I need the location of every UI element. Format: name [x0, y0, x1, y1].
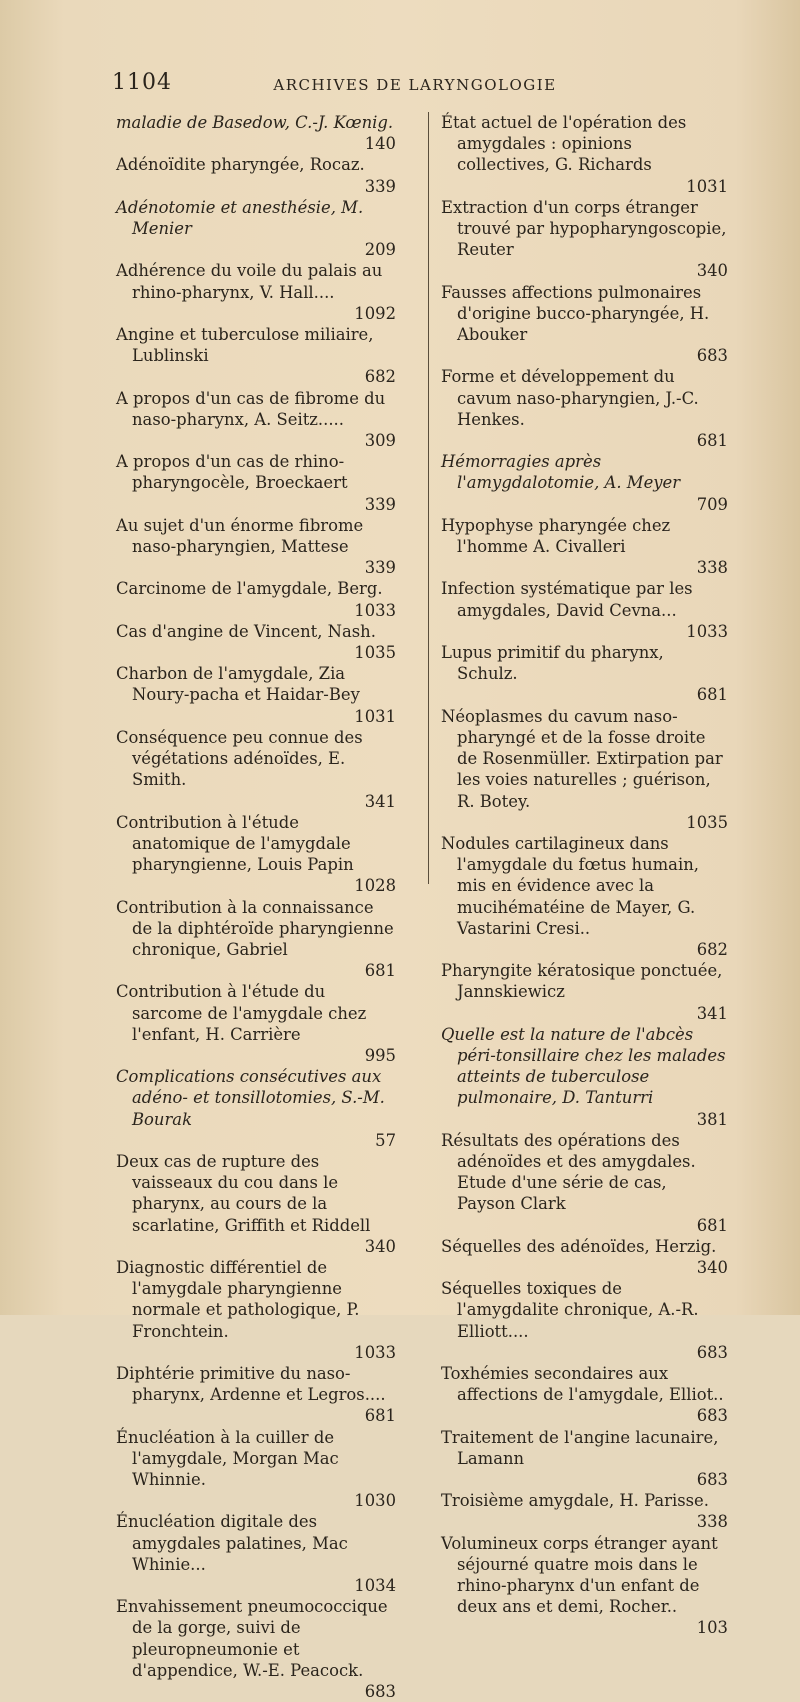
- index-entry-page: 140: [364, 134, 396, 154]
- index-entry-text: Hypophyse pharyngée chez l'homme A. Civalleri: [441, 515, 671, 557]
- index-entry-page: 57: [375, 1130, 396, 1150]
- index-entry: [116, 1363, 396, 1427]
- index-entry-text: Séquelles toxiques de l'amygdalite chronique, A.-R. Elliott....: [441, 1279, 699, 1341]
- index-entry-text: A propos d'un cas de fibrome du naso-pharynx, A. Seitz.....: [116, 388, 386, 429]
- page-header: [112, 70, 718, 100]
- index-entry: [441, 1363, 728, 1427]
- index-entry-page: 681: [696, 431, 728, 451]
- index-entry-text: Envahissement pneumococcique de la gorge, suivi de pleuropneumonie et d'appendice, W.-E. Peacock.: [116, 1597, 388, 1680]
- index-entry: [441, 1278, 728, 1363]
- index-entry-text: Contribution à la connaissance de la diphtéroïde pharyngienne chronique, Gabriel: [116, 897, 394, 959]
- index-entry: [441, 1533, 728, 1639]
- index-entry-text: Adénotomie et anesthésie, M. Menier: [116, 197, 364, 239]
- index-entry-text: Contribution à l'étude anatomique de l'amygdale pharyngienne, Louis Papin: [116, 812, 354, 875]
- index-entry-page: 681: [364, 1406, 396, 1426]
- index-entry-page: 103: [696, 1618, 728, 1638]
- index-entry-text: A propos d'un cas de rhino-pharyngocèle, Broeckaert: [116, 452, 348, 493]
- index-entry-page: 995: [364, 1045, 396, 1065]
- index-entry-text: Infection systématique par les amygdales, David Cevna...: [441, 579, 693, 620]
- index-entry: [441, 642, 728, 706]
- index-entry-page: 1030: [354, 1491, 396, 1511]
- column-divider: [428, 112, 429, 884]
- index-entry-text: Hémorragies après l'amygdalotomie, A. Meyer: [441, 452, 681, 493]
- index-entry-page: 682: [364, 367, 396, 387]
- index-entry-text: Résultats des opérations des adénoïdes et des amygdales. Etude d'une série de cas, Payson Clark: [441, 1130, 696, 1214]
- index-entry-text: Lupus primitif du pharynx, Schulz.: [441, 643, 664, 684]
- index-entry-page: 683: [364, 1682, 396, 1702]
- index-entry-page: 1033: [354, 600, 396, 620]
- index-entry: [116, 1511, 396, 1596]
- index-entry-page: 340: [696, 261, 728, 281]
- index-entry-page: 1035: [354, 643, 396, 663]
- index-entry-text: Adhérence du voile du palais au rhino-pharynx, V. Hall....: [116, 261, 383, 302]
- index-entry-page: 339: [364, 494, 396, 514]
- index-entry-page: 681: [696, 1215, 728, 1235]
- index-entry-page: 682: [696, 939, 728, 959]
- index-entry: [116, 812, 396, 897]
- index-entry-page: 1034: [354, 1576, 396, 1596]
- index-entry-text: Énucléation à la cuiller de l'amygdale, Morgan Mac Whinnie.: [116, 1427, 339, 1489]
- index-entry-text: Diphtérie primitive du naso-pharynx, Ardenne et Legros....: [116, 1363, 386, 1405]
- index-entry: [441, 282, 728, 367]
- index-entry: [441, 1490, 728, 1532]
- index-entry-text: Néoplasmes du cavum naso-pharyngé et de la fosse droite de Rosenmüller. Extirpation par les voies naturelles ; guérison, R. Botey.: [441, 706, 723, 811]
- index-entry: [441, 451, 728, 515]
- index-entry: [441, 1130, 728, 1236]
- index-entry-page: 683: [696, 346, 728, 366]
- index-entry-text: maladie de Basedow, C.-J. Kœnig.: [116, 113, 394, 132]
- index-entry: [116, 981, 396, 1066]
- index-entry: [116, 324, 396, 388]
- index-entry: [441, 1024, 728, 1130]
- index-entry: [116, 1151, 396, 1257]
- index-entry-page: 339: [364, 176, 396, 196]
- index-entry-page: 340: [696, 1257, 728, 1277]
- index-entry-page: 341: [364, 791, 396, 811]
- index-entry: [441, 960, 728, 1024]
- index-entry-text: Forme et développement du cavum naso-pharyngien, J.-C. Henkes.: [441, 367, 699, 429]
- index-entry: [116, 1257, 396, 1363]
- index-entry-text: Diagnostic différentiel de l'amygdale pharyngienne normale et pathologique, P. Fronchtein.: [116, 1257, 360, 1341]
- index-entry-text: Quelle est la nature de l'abcès péri-tonsillaire chez les malades atteints de tuberculose pulmonaire, D. Tanturri: [441, 1024, 726, 1108]
- index-entry: [116, 388, 396, 452]
- index-entry-text: Conséquence peu connue des végétations adénoïdes, E. Smith.: [116, 727, 363, 790]
- index-entry: [116, 1066, 396, 1151]
- index-entry-page: 1033: [354, 1342, 396, 1362]
- index-entry-text: Troisième amygdale, H. Parisse.: [441, 1491, 709, 1511]
- index-entry: [116, 451, 396, 515]
- index-entry-text: Traitement de l'angine lacunaire, Lamann: [441, 1427, 719, 1468]
- index-entry-page: 340: [364, 1236, 396, 1256]
- index-column-right: [441, 112, 728, 1639]
- index-entry-page: 681: [364, 961, 396, 981]
- index-entry: [441, 197, 728, 282]
- index-entry-text: Énucléation digitale des amygdales palatines, Mac Whinie...: [116, 1512, 348, 1574]
- index-entry: [116, 515, 396, 579]
- page-number: 1104: [112, 70, 172, 95]
- index-entry: [116, 1427, 396, 1512]
- index-entry: [441, 366, 728, 451]
- running-head: ARCHIVES DE LARYNGOLOGIE: [273, 76, 557, 94]
- index-entry: [116, 1596, 396, 1702]
- index-entry-page: 1031: [686, 176, 728, 196]
- index-entry: [441, 1427, 728, 1491]
- index-entry: [441, 1236, 728, 1278]
- index-entry-page: 309: [364, 431, 396, 451]
- index-entry-text: Séquelles des adénoïdes, Herzig.: [441, 1236, 717, 1256]
- index-entry: [116, 663, 396, 727]
- index-entry-page: 709: [696, 494, 728, 514]
- index-entry-text: Nodules cartilagineux dans l'amygdale du fœtus humain, mis en évidence avec la mucihématéine de Mayer, G. Vastarini Cresi..: [441, 833, 699, 938]
- index-entry-page: 1092: [354, 303, 396, 323]
- index-entry-text: Contribution à l'étude du sarcome de l'amygdale chez l'enfant, H. Carrière: [116, 982, 367, 1044]
- index-entry-page: 1035: [686, 812, 728, 832]
- index-entry-text: État actuel de l'opération des amygdales : opinions collectives, G. Richards: [441, 113, 687, 175]
- index-entry: [116, 154, 396, 196]
- index-column-left: [116, 112, 396, 1702]
- index-entry: [441, 515, 728, 579]
- index-entry-text: Charbon de l'amygdale, Zia Noury-pacha et Haidar-Bey: [116, 664, 360, 705]
- index-entry: [441, 112, 728, 197]
- index-entry-text: Pharyngite kératosique ponctuée, Jannskiewicz: [441, 961, 723, 1002]
- index-entry-text: Deux cas de rupture des vaisseaux du cou dans le pharynx, au cours de la scarlatine, Griffith et Riddell: [116, 1151, 371, 1235]
- index-entry-page: 209: [364, 240, 396, 260]
- index-entry-page: 1031: [354, 706, 396, 726]
- index-entry-text: Adénoïdite pharyngée, Rocaz.: [116, 155, 365, 175]
- index-entry: [441, 578, 728, 642]
- index-entry: [441, 706, 728, 833]
- index-entry-page: 681: [696, 685, 728, 705]
- index-entry-text: Cas d'angine de Vincent, Nash.: [116, 621, 376, 641]
- index-entry: [116, 897, 396, 982]
- index-entry-page: 1033: [686, 621, 728, 641]
- index-entry-page: 381: [696, 1109, 728, 1129]
- index-entry-text: Carcinome de l'amygdale, Berg.: [116, 579, 383, 599]
- index-entry: [116, 260, 396, 324]
- index-entry-text: Toxhémies secondaires aux affections de l'amygdale, Elliot..: [441, 1363, 724, 1405]
- index-entry-text: Extraction d'un corps étranger trouvé par hypopharyngoscopie, Reuter: [441, 197, 727, 260]
- index-entry-page: 341: [696, 1003, 728, 1023]
- index-entry-page: 338: [696, 1512, 728, 1532]
- index-entry: [116, 578, 396, 620]
- index-entry-page: 683: [696, 1342, 728, 1362]
- index-entry: [116, 727, 396, 812]
- index-entry-page: 683: [696, 1470, 728, 1489]
- index-entry-text: Angine et tuberculose miliaire, Lublinski: [116, 325, 374, 366]
- index-entry-text: Volumineux corps étranger ayant séjourné quatre mois dans le rhino-pharynx d'un enfant de deux ans et demi, Rocher..: [441, 1533, 718, 1617]
- index-entry: [116, 621, 396, 663]
- index-entry: [116, 112, 396, 154]
- index-entry-page: 339: [364, 558, 396, 578]
- index-entry: [116, 197, 396, 261]
- index-entry-text: Complications consécutives aux adéno- et tonsillotomies, S.-M. Bourak: [116, 1067, 385, 1129]
- index-entry-page: 683: [696, 1406, 728, 1426]
- index-entry-page: 338: [696, 558, 728, 578]
- index-entry-text: Fausses affections pulmonaires d'origine bucco-pharyngée, H. Abouker: [441, 282, 710, 345]
- index-entry-page: 1028: [354, 876, 396, 896]
- index-entry-text: Au sujet d'un énorme fibrome naso-pharyngien, Mattese: [116, 515, 364, 557]
- index-entry: [441, 833, 728, 960]
